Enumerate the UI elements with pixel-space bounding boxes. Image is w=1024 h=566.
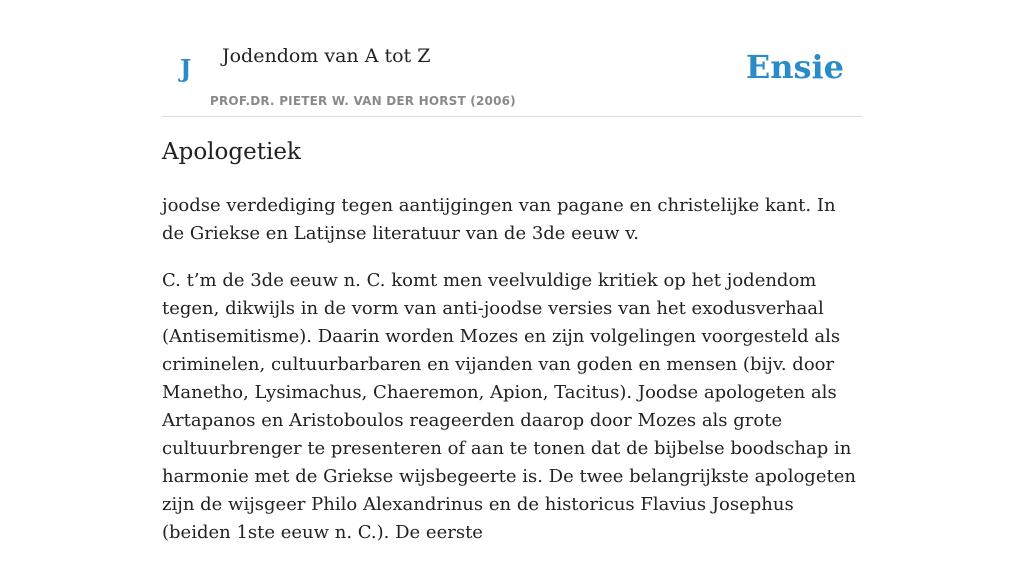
book-letter-icon[interactable]: J	[180, 54, 192, 83]
book-title[interactable]: Jodendom van A tot Z	[222, 45, 431, 67]
entry-paragraph: joodse verdediging tegen aantijgingen van pagane en christelijke kant. In de Griekse en Latijnse literatuur van de 3de eeuw v.	[162, 195, 836, 244]
book-header	[162, 0, 862, 117]
entry-title: Apologetiek	[162, 139, 301, 165]
entry-paragraph: C. t’m de 3de eeuw n. C. komt men veelvuldige kritiek op het jodendom tegen, dikwijls in de vorm van anti-joodse versies van het exodusverhaal (Antisemitisme). Daarin worden Mozes en zijn volgelingen voorgesteld als criminelen, cultuurbarbaren en vijanden van goden en mensen (bijv. door Manetho, Lysimachus, Chaeremon, Apion, Tacitus). Joodse apologeten als Artapanos en Aristoboulos reageerden daarop door Mozes als grote cultuurbrenger te presenteren of aan te tonen dat de bijbelse boodschap in harmonie met de Griekse wijsbegeerte is. De twee belangrijkste apologeten zijn de wijsgeer Philo Alexandrinus en de historicus Flavius Josephus (beiden 1ste eeuw n. C.). De eerste	[162, 270, 856, 543]
ensie-logo[interactable]: Ensie	[745, 48, 844, 86]
entry-body	[162, 192, 862, 566]
book-author: PROF.DR. PIETER W. VAN DER HORST (2006)	[210, 94, 516, 108]
